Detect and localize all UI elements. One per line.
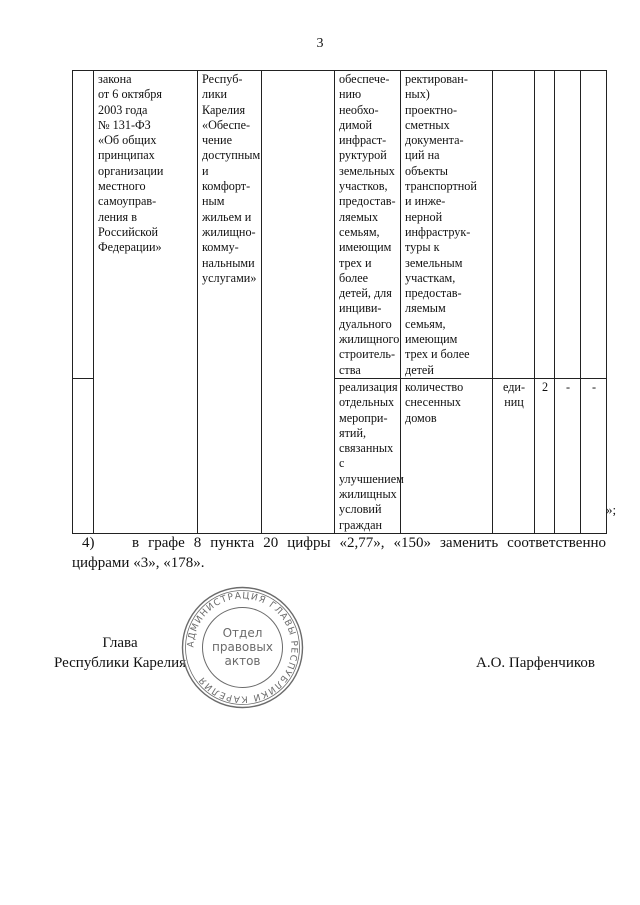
table-cell bbox=[555, 71, 581, 379]
signatory-position bbox=[52, 633, 188, 673]
table-row bbox=[73, 71, 607, 379]
table-closing-mark: »; bbox=[606, 502, 617, 517]
signatory-title: Глава bbox=[102, 635, 138, 651]
table-cell bbox=[493, 71, 535, 379]
amendment-paragraph bbox=[72, 533, 606, 573]
amendment-text: в графе 8 пункта 20 цифры «2,77», «150» заменить соответственно цифрами «3», «178». bbox=[72, 535, 606, 571]
table-cell: реализация отдельных меропри- ятий, связанных с улучшением жилищных условий граждан bbox=[335, 378, 401, 533]
official-stamp bbox=[180, 585, 305, 710]
table-cell: - bbox=[555, 378, 581, 533]
table-cell: количество снесенных домов bbox=[401, 378, 493, 533]
table-cell: обеспече- нию необхо- димой инфраст- руктурой земельных участков, предостав- ляемых семьям, имеющим трех и более детей, для инциви- дуального жилищного строитель- ства bbox=[335, 71, 401, 379]
table-cell: ректирован- ных) проектно- сметных документа- ций на объекты транспортной и инже- нерной инфраструк- туры к земельным участкам, предостав- ляемым семьям, имеющим трех и более детей bbox=[401, 71, 493, 379]
page-number: 3 bbox=[316, 36, 324, 51]
table-cell bbox=[262, 71, 335, 534]
table-cell: 2 bbox=[535, 378, 555, 533]
table-cell: закона от 6 октября 2003 года № 131-ФЗ «Об общих принципах организации местного самоуправ- ления в Российской Федерации» bbox=[94, 71, 198, 534]
table-cell: Респуб- лики Карелия «Обеспе- чение доступным и комфорт- ным жильем и жилищно- комму- нальными услугами» bbox=[198, 71, 262, 534]
signatory-region: Республики Карелия bbox=[53, 655, 187, 671]
table-cell bbox=[535, 71, 555, 379]
stamp-ring-text: АДМИНИСТРАЦИЯ ГЛАВЫ РЕСПУБЛИКИ КАРЕЛИЯ bbox=[186, 591, 299, 704]
amendment-number: 4) bbox=[82, 535, 95, 551]
table-cell bbox=[581, 71, 607, 379]
stamp-text-line3: актов bbox=[224, 654, 261, 668]
stamp-text-line2: правовых bbox=[212, 640, 273, 654]
table-cell bbox=[73, 71, 94, 379]
table-cell: - bbox=[581, 378, 607, 533]
table-cell: еди- ниц bbox=[493, 378, 535, 533]
signatory-name: А.О. Парфенчиков bbox=[476, 655, 595, 671]
stamp-text-line1: Отдел bbox=[222, 626, 263, 640]
document-table bbox=[72, 70, 607, 534]
table-cell bbox=[73, 378, 94, 533]
